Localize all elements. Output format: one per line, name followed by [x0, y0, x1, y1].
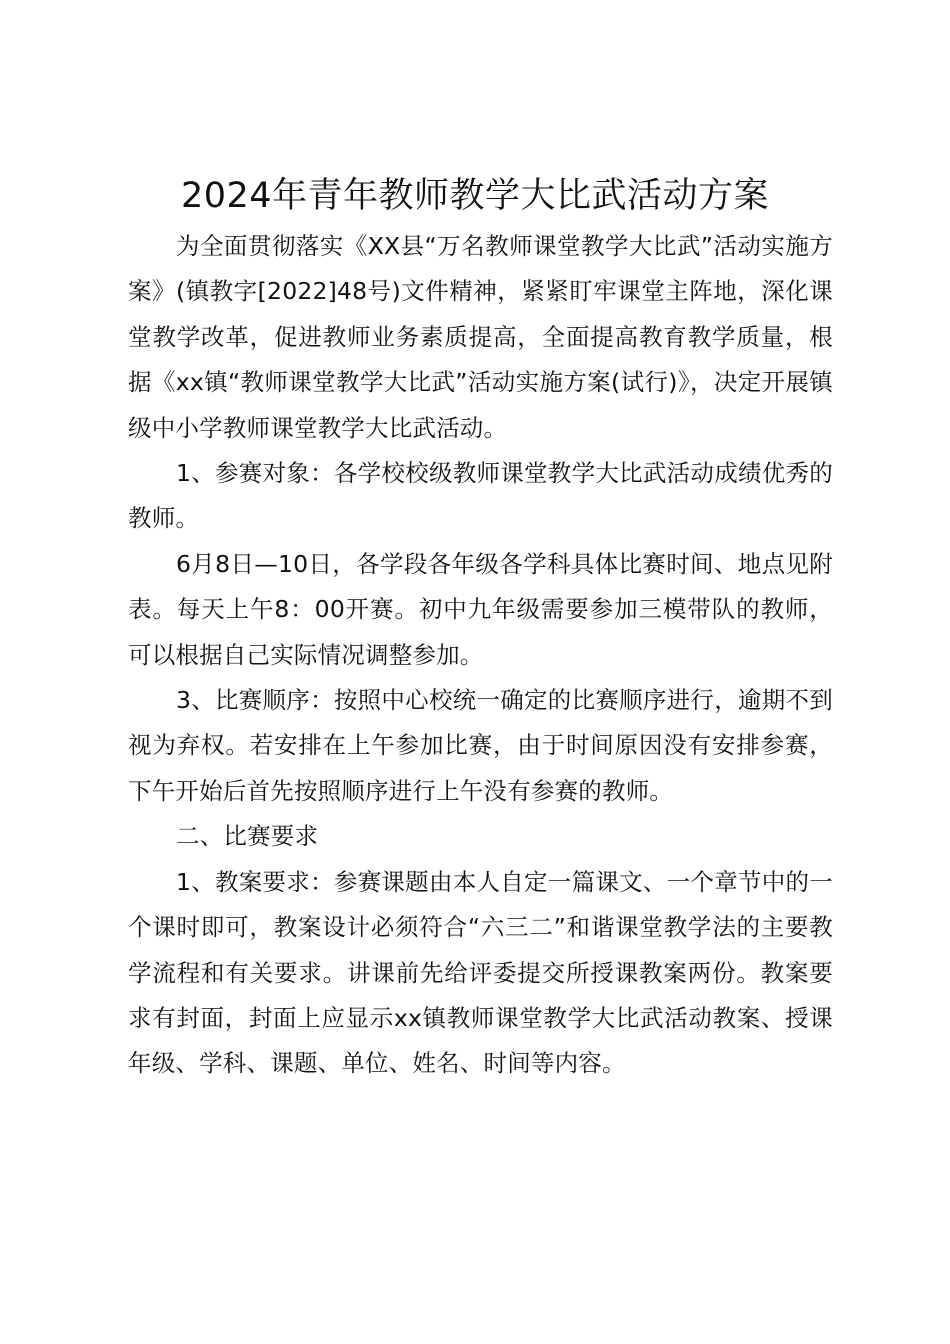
paragraph-schedule: 6月8日—10日，各学段各年级各学科具体比赛时间、地点见附表。每天上午8：00开赛。初中九年级需要参加三模带队的教师，可以根据自己实际情况调整参加。 [128, 549, 833, 669]
paragraph-lesson-plan: 1、教案要求：参赛课题由本人自定一篇课文、一个章节中的一个课时即可，教案设计必须符合“六三二”和谐课堂教学法的主要教学流程和有关要求。讲课前先给评委提交所授课教案两份。教案要求有封面，封面上应显示xx镇教师课堂教学大比武活动教案、授课年级、学科、课题、单位、姓名、时间等内容。 [128, 867, 833, 1078]
paragraph-participants: 1、参赛对象：各学校校级教师课堂教学大比武活动成绩优秀的教师。 [128, 459, 833, 533]
section-heading-requirements: 二、比赛要求 [176, 822, 319, 851]
document-title: 2024年青年教师教学大比武活动方案 [180, 176, 770, 216]
document-body [128, 224, 833, 1087]
paragraph-intro: 为全面贯彻落实《XX县“万名教师课堂教学大比武”活动实施方案》(镇教字[2022]48号)文件精神，紧紧盯牢课堂主阵地，深化课堂教学改革，促进教师业务素质提高，全面提高教育教学质量，根据《xx镇“教师课堂教学大比武”活动实施方案(试行)》，决定开展镇级中小学教师课堂教学大比武活动。 [128, 232, 833, 442]
paragraph-order: 3、比赛顺序：按照中心校统一确定的比赛顺序进行，逾期不到视为弃权。若安排在上午参加比赛，由于时间原因没有安排参赛，下午开始后首先按照顺序进行上午没有参赛的教师。 [128, 686, 833, 805]
